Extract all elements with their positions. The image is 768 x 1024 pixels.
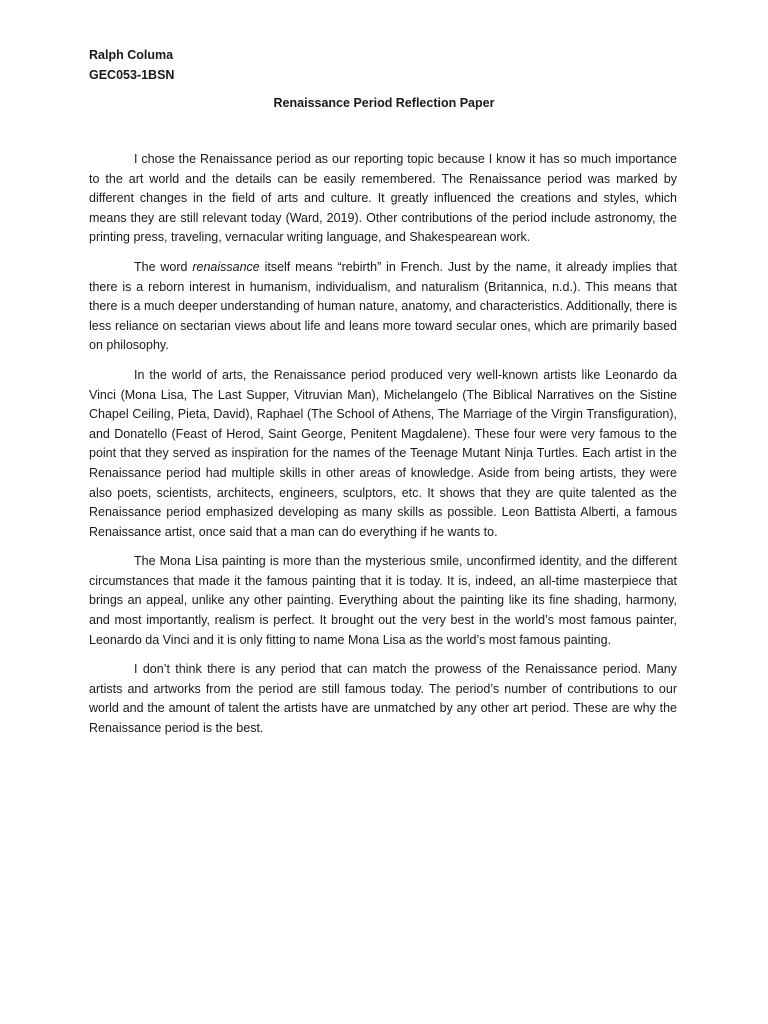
paper-title: Renaissance Period Reflection Paper	[273, 96, 495, 110]
paragraph-1: I chose the Renaissance period as our reporting topic because I know it has so much importance to the art world and the details can be easily remembered. The Renaissance period was marked by different changes in the field of arts and culture. It greatly influenced the creations and styles, which means they are still relevant today (Ward, 2019). Other contributions of the period include astronomy, the printing press, traveling, vernacular writing language, and Shakespearean work.	[89, 152, 677, 245]
paragraph-2-lead: The word	[134, 259, 193, 274]
paragraph-2-italic-term: renaissance	[192, 259, 260, 274]
paragraph-2	[89, 258, 677, 356]
paragraph-3: In the world of arts, the Renaissance period produced very well-known artists like Leonardo da Vinci (Mona Lisa, The Last Supper, Vitruvian Man), Michelangelo (The Biblical Narratives on the Sistine Chapel Ceiling, Pieta, David), Raphael (The School of Athens, The Marriage of the Virgin Transfiguration), and Donatello (Feast of Herod, Saint George, Penitent Magdalene). These four were very famous to the point that they served as inspiration for the names of the Teenage Mutant Ninja Turtles. Each artist in the Renaissance period had multiple skills in other areas of knowledge. Aside from being artists, they were also poets, scientists, architects, engineers, sculptors, etc. It shows that they are quite talented as the Renaissance period emphasized developing as many skills as possible. Leon Battista Alberti, a famous Renaissance artist, once said that a man can do everything if he wants to.	[89, 367, 677, 539]
paper-body	[89, 150, 677, 749]
author-name: Ralph Columa	[89, 48, 174, 62]
paragraph-5: I don’t think there is any period that can match the prowess of the Renaissance period. Many artists and artworks from the period are still famous today. The period’s number of contributions to our world and the amount of talent the artists have are unmatched by any other art period. These are why the Renaissance period is the best.	[89, 662, 677, 736]
author-header	[89, 45, 174, 85]
course-section: GEC053-1BSN	[89, 68, 175, 82]
paragraph-4: The Mona Lisa painting is more than the mysterious smile, unconfirmed identity, and the different circumstances that made it the famous painting that it is today. It is, indeed, an all-time masterpiece that brings an appeal, unlike any other painting. Everything about the painting like its fine shading, harmony, and most importantly, realism is perfect. It brought out the very best in the world’s most famous painter, Leonardo da Vinci and it is only fitting to name Mona Lisa as the world’s most famous painting.	[89, 554, 677, 647]
paragraph-2-rest: itself means “rebirth” in French. Just by the name, it already implies that there is a reborn interest in humanism, individualism, and naturalism (Britannica, n.d.). This means that there is a much deeper understanding of human nature, anatomy, and characteristics. Additionally, there is less reliance on sectarian views about life and leans more toward secular ones, which are primarily based on philosophy.	[89, 259, 677, 353]
